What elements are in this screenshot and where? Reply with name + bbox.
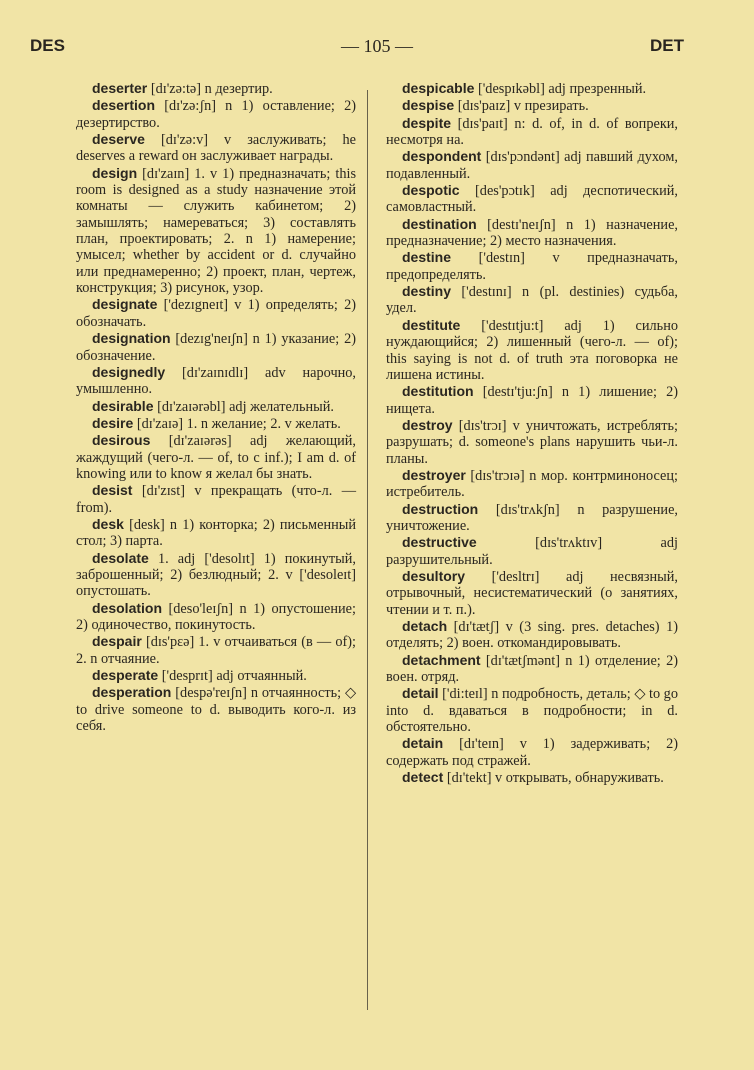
definition: [dɪ'zaɪərəbl] adj желательный. bbox=[157, 398, 335, 415]
definition: ['desprɪt] adj отчаянный. bbox=[161, 668, 307, 685]
headword: despicable bbox=[402, 80, 475, 96]
definition: [dɪ'tætʃmənt] n 1) отделение; 2) воен. отряд. bbox=[386, 652, 678, 686]
dictionary-entry bbox=[386, 182, 678, 216]
headword: destine bbox=[402, 249, 452, 266]
dictionary-entry bbox=[386, 249, 678, 283]
dictionary-entry bbox=[76, 550, 356, 600]
definition: [dɪs'trʌktɪv] adj разрушительный. bbox=[386, 535, 679, 568]
dictionary-entry bbox=[386, 80, 678, 97]
dictionary-entry bbox=[76, 398, 356, 415]
dictionary-entry bbox=[386, 97, 678, 114]
definition: ['destɪn] v предназначать, предопределять. bbox=[386, 250, 678, 283]
definition: [dɪ'zə:ʃn] n 1) оставление; 2) дезертирство. bbox=[76, 98, 356, 131]
definition: [dɪ'tætʃ] v (3 sing. pres. detaches) 1) отделять; 2) воен. откомандировывать. bbox=[386, 619, 678, 652]
headword: design bbox=[92, 164, 138, 181]
definition: [dɪ'zaɪn] 1. v 1) предназначать; this room is designed as a study назначение этой комнаты — служить кабинетом; 2) замышлять; намереваться; 3) составлять план, проектировать; 2. n 1) намерение; умысел; whether by accident or d. случайно или преднамеренно; 2) проект, план, чертеж, конструкция; 3) рисунок, узор. bbox=[76, 165, 357, 297]
dictionary-entry bbox=[386, 383, 678, 417]
headword: detect bbox=[402, 769, 444, 786]
headword: destination bbox=[402, 215, 477, 232]
left-column bbox=[76, 80, 356, 734]
headword: designedly bbox=[92, 363, 166, 380]
dictionary-entry bbox=[76, 165, 356, 297]
dictionary-entry bbox=[386, 534, 678, 568]
headword: desertion bbox=[92, 97, 156, 114]
page-number: — 105 — bbox=[341, 36, 413, 56]
headword: desperation bbox=[92, 684, 172, 701]
right-column bbox=[386, 80, 678, 786]
definition: [dɪs'trɔɪ] v уничтожать, истреблять; разрушать; d. someone's plans нарушить чьи-л. планы. bbox=[386, 417, 678, 467]
definition: [dɪs'trʌkʃn] n разрушение, уничтожение. bbox=[386, 501, 678, 534]
dictionary-entry bbox=[386, 501, 678, 535]
dictionary-entry bbox=[386, 735, 678, 769]
definition: [dɪs'pɛə] 1. v отчаиваться (в — of); 2. n отчаяние. bbox=[76, 634, 356, 667]
dictionary-entry bbox=[76, 97, 356, 131]
headword: desolation bbox=[92, 599, 163, 616]
headword: designation bbox=[92, 330, 171, 347]
dictionary-entry bbox=[76, 684, 356, 734]
headword: detail bbox=[402, 685, 439, 702]
dictionary-entry bbox=[386, 317, 678, 383]
dictionary-entry bbox=[386, 417, 678, 467]
definition: [destɪ'tju:ʃn] n 1) лишение; 2) нищета. bbox=[386, 384, 678, 417]
headword: destitution bbox=[402, 383, 474, 400]
headword: desk bbox=[92, 515, 124, 532]
headword: desist bbox=[92, 482, 133, 499]
definition: ['destɪtju:t] adj 1) сильно нуждающийся; 2) лишенный (чего-л. — of); this saying is not d. of truth эта поговорка не лишена истины. bbox=[386, 317, 678, 383]
dictionary-entry bbox=[76, 516, 356, 550]
headword: deserter bbox=[92, 80, 148, 96]
dictionary-entry bbox=[76, 633, 356, 667]
definition: [deso'leɪʃn] n 1) опустошение; 2) одиночество, покинутость. bbox=[76, 600, 356, 633]
definition: [desk] n 1) конторка; 2) письменный стол; 3) парта. bbox=[76, 516, 356, 550]
headword: destructive bbox=[402, 534, 477, 551]
headword: desirous bbox=[92, 432, 151, 449]
definition: [dɪs'paɪz] v презирать. bbox=[457, 98, 589, 115]
definition: [dɪs'pɔndənt] adj павший духом, подавленный. bbox=[386, 149, 678, 182]
dictionary-entry bbox=[76, 415, 356, 432]
headword: destruction bbox=[402, 500, 479, 517]
dictionary-entry bbox=[76, 600, 356, 634]
definition: [dɪ'teɪn] v 1) задерживать; 2) содержать под стражей. bbox=[386, 736, 678, 769]
definition: [dezɪg'neɪʃn] n 1) указание; 2) обозначение. bbox=[76, 331, 356, 364]
dictionary-entry bbox=[386, 115, 678, 149]
headword: destroyer bbox=[402, 466, 466, 483]
definition: [dɪ'zaɪə] 1. n желание; 2. v желать. bbox=[136, 415, 341, 432]
dictionary-entry bbox=[386, 652, 678, 686]
headword: destiny bbox=[402, 283, 452, 300]
dictionary-entry bbox=[76, 131, 356, 165]
headword: deserve bbox=[92, 131, 145, 148]
dictionary-entry bbox=[386, 467, 678, 501]
dictionary-entry bbox=[386, 216, 678, 250]
definition: [despə'reɪʃn] n отчаянность; ◇ to drive someone to d. выводить кого-л. из себя. bbox=[76, 685, 357, 735]
dictionary-entry bbox=[386, 685, 678, 735]
definition: 1. adj ['desolɪt] 1) покинутый, заброшенный; 2) безлюдный; 2. v ['desoleɪt] опустошать. bbox=[76, 550, 356, 600]
dictionary-entry bbox=[76, 80, 356, 97]
dictionary-entry bbox=[386, 618, 678, 652]
definition: ['desltrɪ] adj несвязный, отрывочный, несистематический (о занятиях, чтении и т. п.). bbox=[386, 568, 678, 618]
headword: detain bbox=[402, 735, 444, 752]
headword: desirable bbox=[92, 397, 154, 414]
column-divider bbox=[367, 90, 368, 1010]
dictionary-entry bbox=[76, 667, 356, 684]
definition: [dɪ'zə:v] v заслуживать; he deserves a reward он заслуживает награды. bbox=[76, 132, 357, 165]
headword: despair bbox=[92, 633, 142, 650]
dictionary-entry bbox=[386, 568, 678, 618]
definition: [dɪ'zaɪnɪdlɪ] adv нарочно, умышленно. bbox=[76, 364, 357, 398]
dictionary-entry bbox=[76, 364, 356, 398]
dictionary-entry bbox=[386, 283, 678, 317]
definition: ['di:teɪl] n подробность, деталь; ◇ to go into d. вдаваться в подробности; in d. обстоятельно. bbox=[386, 686, 678, 736]
headword: desperate bbox=[92, 667, 159, 684]
headword: detach bbox=[402, 618, 448, 634]
running-head-left: DES bbox=[30, 36, 65, 55]
definition: [dɪ'tekt] v открывать, обнаруживать. bbox=[446, 770, 664, 787]
headword: detachment bbox=[402, 651, 481, 668]
headword: despise bbox=[402, 97, 455, 114]
definition: ['despɪkəbl] adj презренный. bbox=[477, 81, 647, 97]
running-head-right: DET bbox=[650, 36, 684, 55]
headword: desolate bbox=[92, 549, 149, 566]
dictionary-entry bbox=[76, 296, 356, 330]
headword: destroy bbox=[402, 416, 453, 433]
headword: desire bbox=[92, 414, 134, 431]
headword: designate bbox=[92, 296, 158, 313]
headword: destitute bbox=[402, 316, 461, 333]
dictionary-entry bbox=[76, 482, 356, 516]
dictionary-entry bbox=[386, 148, 678, 182]
definition: [dɪ'zə:tə] n дезертир. bbox=[150, 81, 273, 97]
headword: desultory bbox=[402, 567, 466, 584]
definition: [dɪ'zɪst] v прекращать (что-л. — from). bbox=[76, 483, 357, 516]
definition: [dɪs'trɔɪə] n мор. контрминоносец; истребитель. bbox=[386, 467, 678, 501]
definition: [destɪ'neɪʃn] n 1) назначение, предназначение; 2) место назначения. bbox=[386, 216, 678, 250]
headword: despotic bbox=[402, 182, 460, 199]
definition: [dɪs'paɪt] n: d. of, in d. of вопреки, несмотря на. bbox=[386, 115, 679, 149]
headword: despite bbox=[402, 114, 452, 131]
dictionary-entry bbox=[76, 432, 356, 482]
dictionary-entry bbox=[76, 330, 356, 364]
dictionary-entry bbox=[386, 769, 678, 786]
definition: [dɪ'zaɪərəs] adj желающий, жаждущий (чего-л. — of, to с inf.); I am d. of knowing или to know я желал бы знать. bbox=[76, 433, 356, 482]
definition: ['destɪnɪ] n (pl. destinies) судьба, удел. bbox=[386, 284, 679, 317]
definition: ['dezɪgneɪt] v 1) определять; 2) обозначать. bbox=[76, 297, 356, 330]
definition: [des'pɔtɪk] adj деспотический, самовластный. bbox=[386, 183, 679, 216]
headword: despondent bbox=[402, 148, 482, 165]
